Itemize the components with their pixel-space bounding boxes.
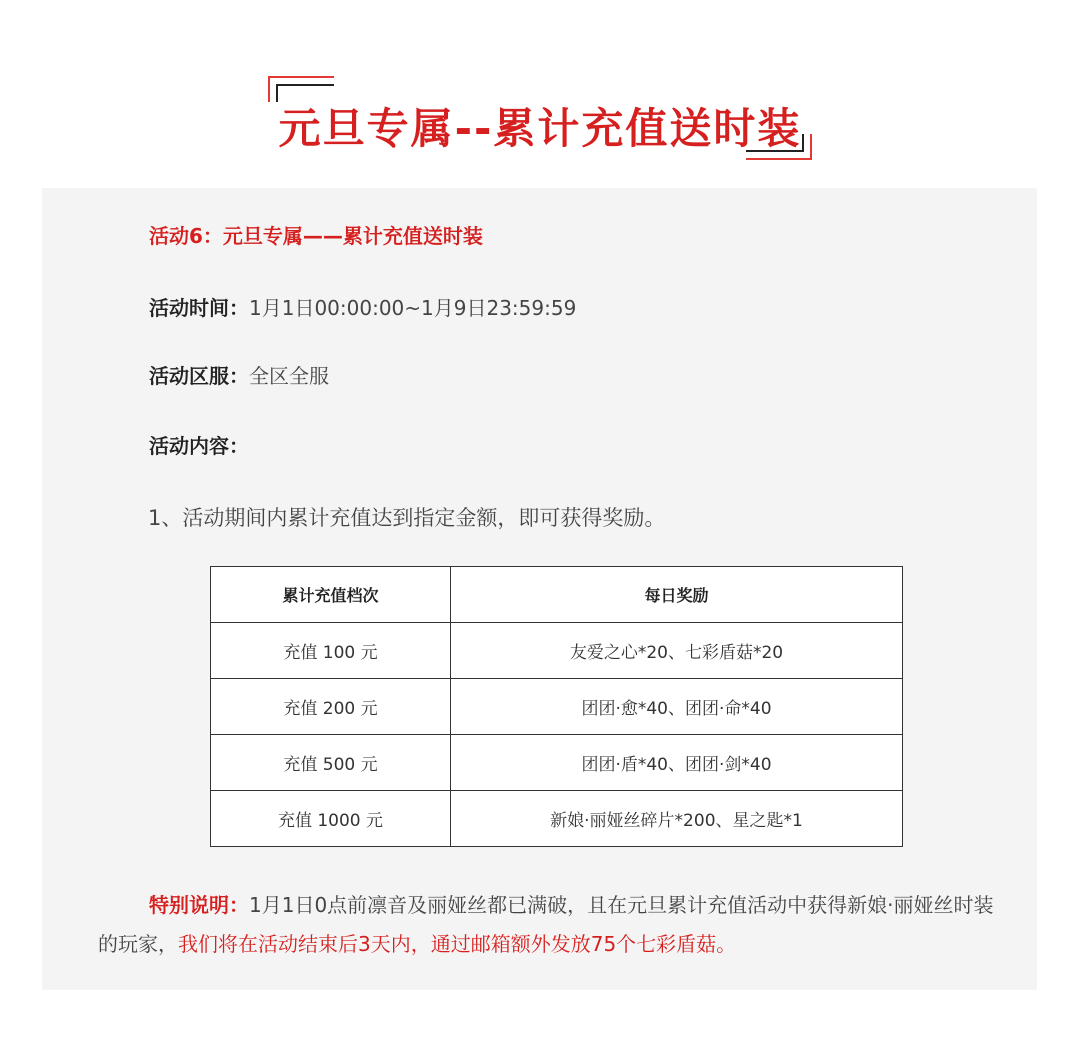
tier-cell: 充值 100 元 (211, 623, 451, 679)
page-title: 元旦专属--累计充值送时装 (278, 104, 802, 153)
reward-cell: 团团·愈*40、团团·命*40 (451, 679, 903, 735)
activity-time (149, 292, 576, 321)
table-row (211, 791, 903, 847)
activity-content-line: 1、活动期间内累计充值达到指定金额，即可获得奖励。 (148, 506, 666, 530)
special-note-label: 特别说明： (149, 893, 249, 917)
column-header-tier: 累计充值档次 (211, 567, 451, 623)
table-row (211, 623, 903, 679)
special-note (98, 886, 1003, 964)
tier-cell: 充值 1000 元 (211, 791, 451, 847)
activity-panel (42, 188, 1037, 990)
reward-cell: 友爱之心*20、七彩盾菇*20 (451, 623, 903, 679)
tier-cell: 充值 200 元 (211, 679, 451, 735)
header (0, 60, 1080, 170)
activity-time-label: 活动时间： (149, 296, 249, 320)
activity-server-label: 活动区服： (149, 364, 249, 388)
reward-cell: 新娘·丽娅丝碎片*200、星之匙*1 (451, 791, 903, 847)
special-note-text: 1月1日0点前凛音及丽娅丝都已满破，且在元旦累计充值活动中获得新娘·丽娅丝时装的玩家， (98, 893, 994, 956)
table-header-row (211, 567, 903, 623)
tier-cell: 充值 500 元 (211, 735, 451, 791)
activity-content (149, 430, 249, 459)
reward-cell: 团团·盾*40、团团·剑*40 (451, 735, 903, 791)
rewards-table (210, 566, 903, 847)
column-header-reward: 每日奖励 (451, 567, 903, 623)
activity-name: 活动6：元旦专属——累计充值送时装 (149, 224, 483, 248)
activity-server-value: 全区全服 (249, 364, 329, 388)
activity-content-label: 活动内容： (149, 434, 249, 458)
special-note-highlight: 我们将在活动结束后3天内，通过邮箱额外发放75个七彩盾菇。 (178, 932, 737, 956)
table-row (211, 679, 903, 735)
activity-server (149, 360, 329, 389)
table-row (211, 735, 903, 791)
activity-time-value: 1月1日00:00:00~1月9日23:59:59 (249, 296, 577, 320)
